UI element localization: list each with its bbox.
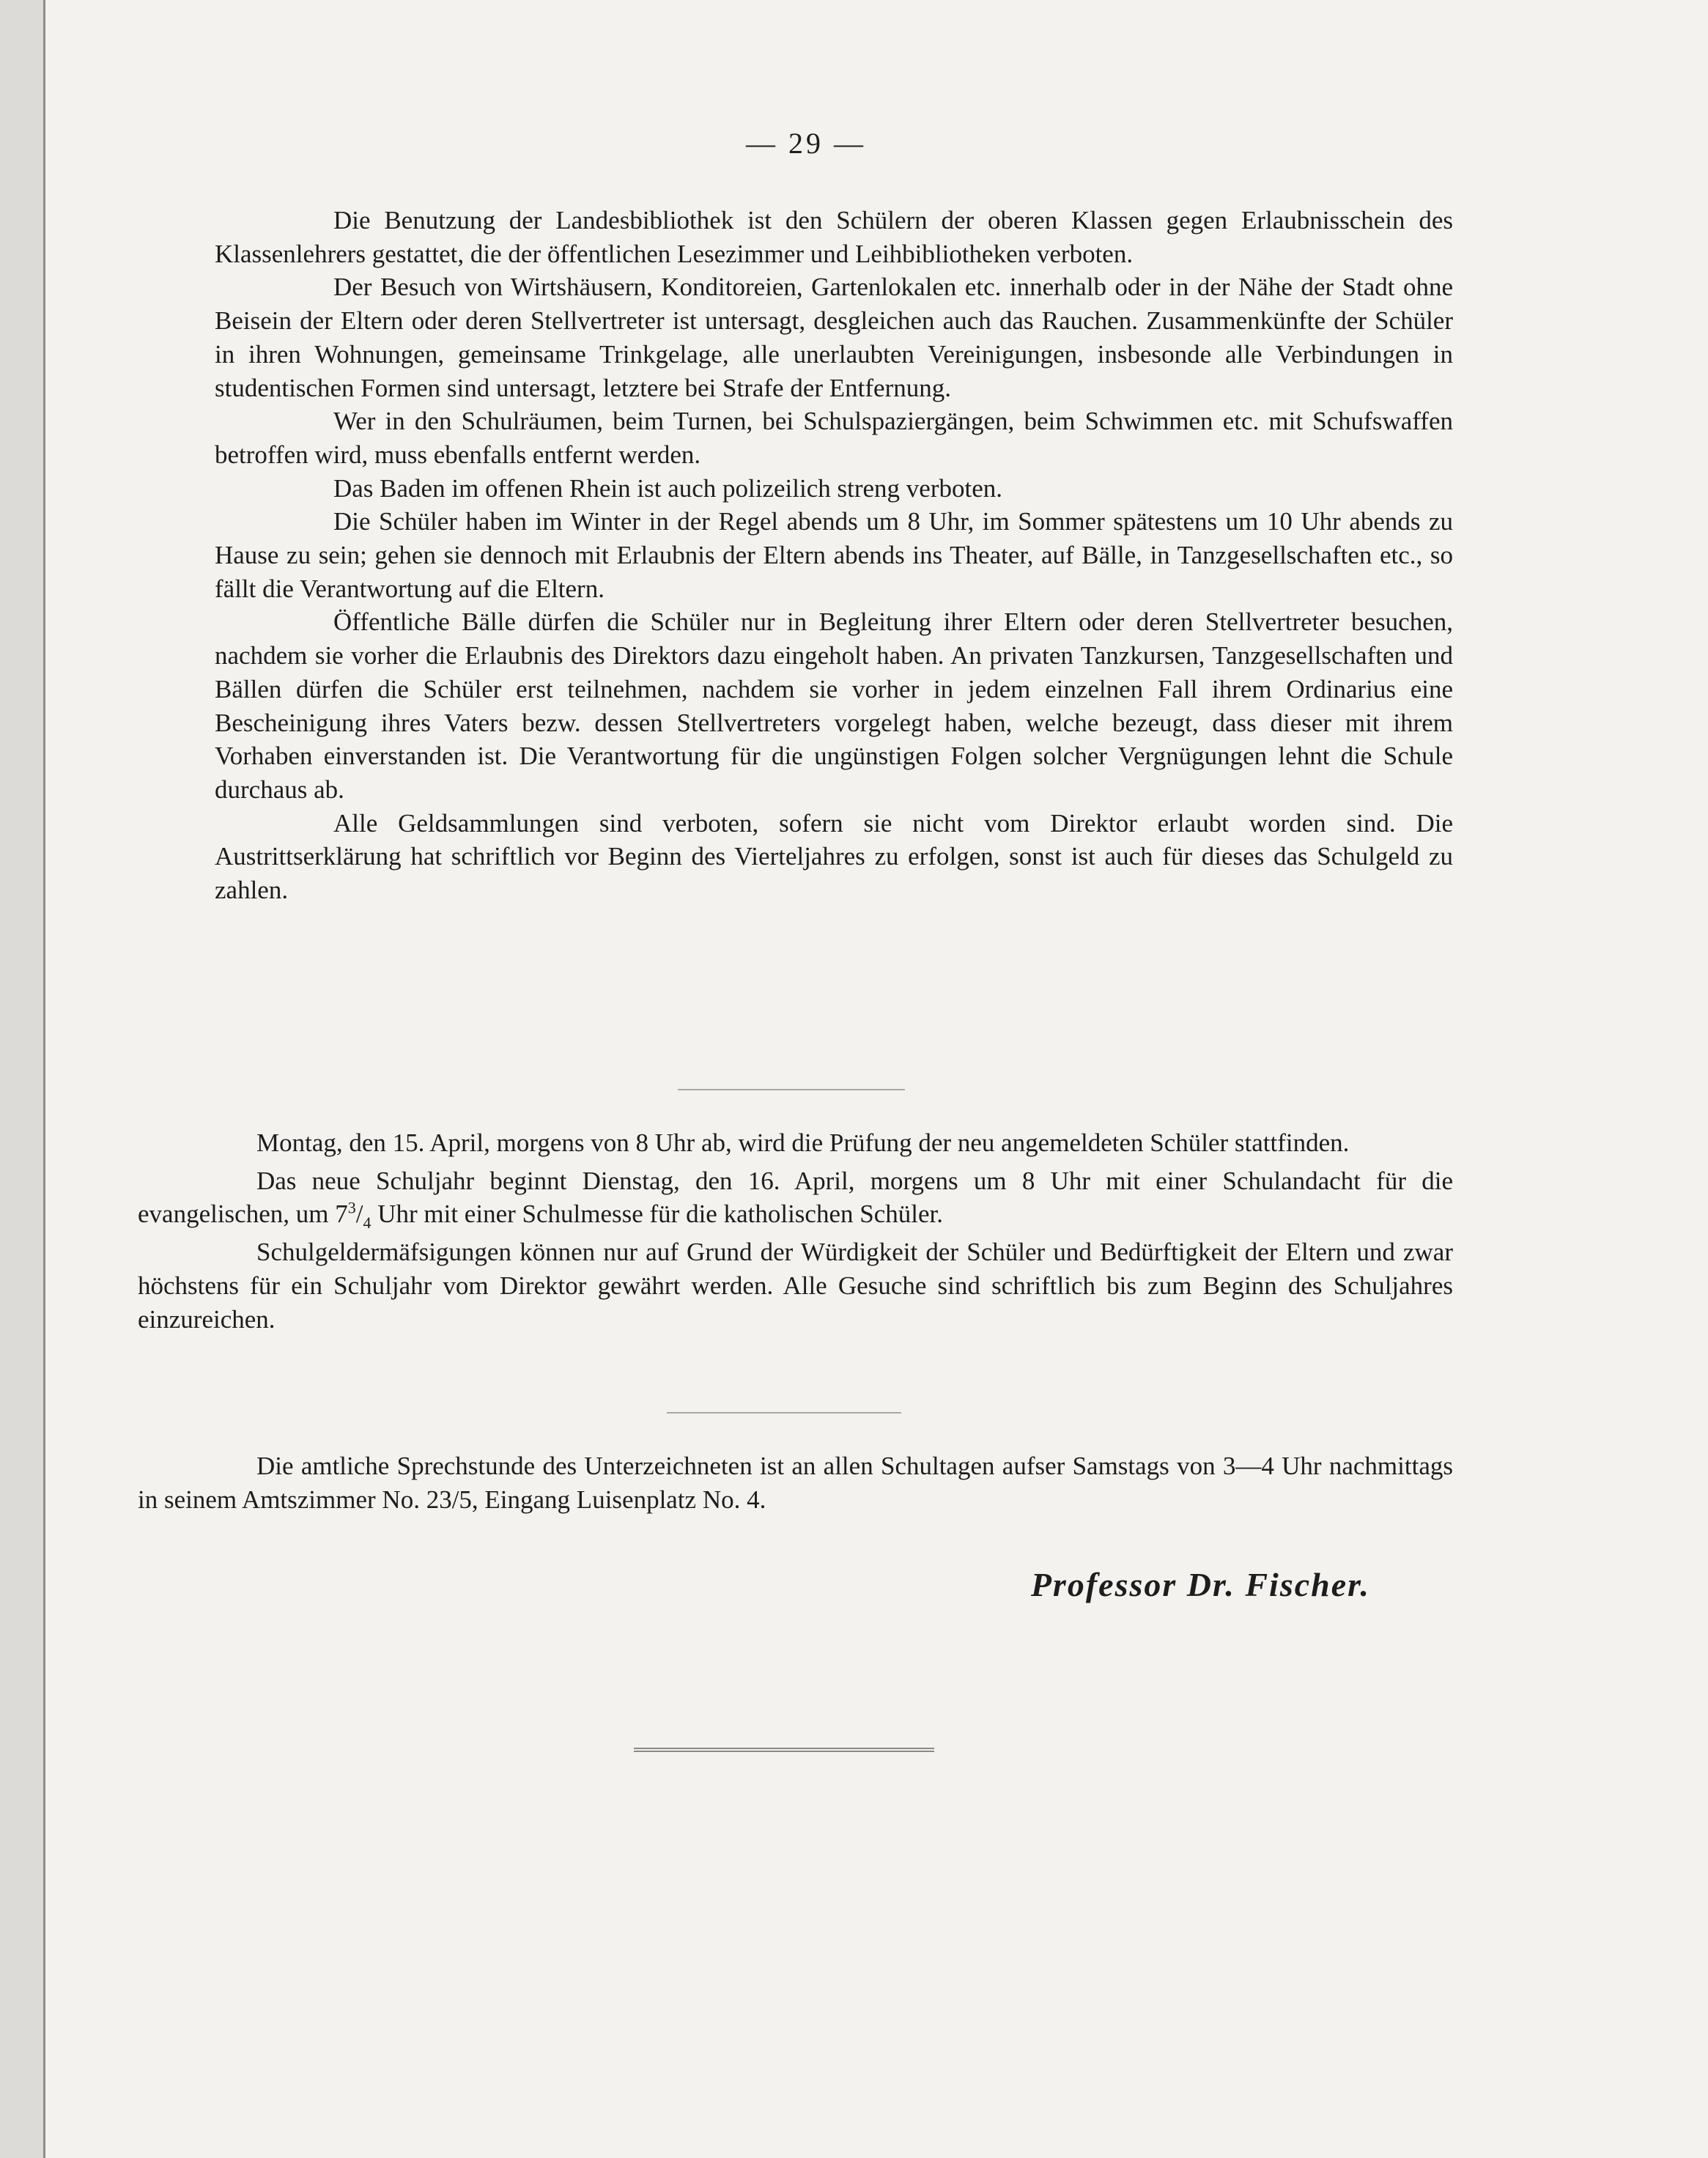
section-divider: [667, 1412, 901, 1414]
page-binding-edge: [0, 0, 45, 2158]
paragraph-bathing: Das Baden im offenen Rhein ist auch polizeilich streng verboten.: [333, 473, 1002, 503]
paragraph-office-hours: Die amtliche Sprechstunde des Unterzeichneten ist an allen Schultagen aufser Samstags von 3—4 Uhr nachmittags in seinem Amtszimmer No. 23/5, Eingang Luisenplatz No. 4.: [138, 1452, 1453, 1514]
page-number: — 29 —: [746, 127, 866, 160]
paragraph-taverns: Der Besuch von Wirtshäusern, Konditoreien, Gartenlokalen etc. innerhalb oder in der Nähe der Stadt ohne Beisein der Eltern oder deren Stellvertreter ist untersagt, desgleichen auch das Rauchen. Zusammenkünfte der Schüler in ihren Wohnungen, gemeinsame Trinkgelage, alle unerlaubten Vereinigungen, insbesonde alle Verbindungen in studentischen Formen sind untersagt, letztere bei Strafe der Entfernung.: [215, 273, 1453, 402]
section-divider: [678, 1089, 905, 1090]
closing-double-rule: [634, 1748, 934, 1752]
signature: Professor Dr. Fischer.: [1030, 1566, 1370, 1603]
office-hours-section: [138, 1449, 1453, 1516]
paragraph-balls: Öffentliche Bälle dürfen die Schüler nur in Begleitung ihrer Eltern oder deren Stellvertreter besuchen, nachdem sie vorher die Erlaubnis des Direktors dazu eingeholt haben. An privaten Tanzkursen, Tanzgesellschaften und Bällen dürfen die Schüler erst teilnehmen, nachdem sie vorher in jedem einzelnen Fall ihrem Ordinarius eine Bescheinigung ihres Vaters bezw. dessen Stellvertreters vorgelegt haben, welche bezeugt, dass dieser mit ihrem Vorhaben einverstanden ist. Die Verantwortung für die ungünstigen Folgen solcher Vergnügungen lehnt die Schule durchaus ab.: [215, 607, 1453, 804]
paragraph-school-year: Das neue Schuljahr beginnt Dienstag, den 16. April, morgens um 8 Uhr mit einer Schulandacht für die evangelischen, um $7^3/_4$ Uhr mit einer Schulmesse für die katholischen Schüler.: [138, 1166, 1453, 1233]
paragraph-exam: Montag, den 15. April, morgens von 8 Uhr ab, wird die Prüfung der neu angemeldeten Schüler stattfinden.: [256, 1128, 1350, 1157]
paragraph-library: Die Benutzung der Landesbibliothek ist den Schülern der oberen Klassen gegen Erlaubnisschein des Klassenlehrers gestattet, die der öffentlichen Lesezimmer und Leihbibliotheken verboten.: [215, 206, 1453, 268]
paragraph-weapons: Wer in den Schulräumen, beim Turnen, bei Schulspaziergängen, beim Schwimmen etc. mit Schufswaffen betroffen wird, muss ebenfalls entfernt werden.: [215, 407, 1453, 469]
schedule-section: [138, 1126, 1453, 1336]
rules-section: [215, 204, 1453, 907]
paragraph-fees: Schulgeldermäfsigungen können nur auf Grund der Würdigkeit der Schüler und Bedürftigkeit der Eltern und zwar höchstens für ein Schuljahr vom Direktor gewährt werden. Alle Gesuche sind schriftlich bis zum Beginn des Schuljahres einzureichen.: [138, 1238, 1453, 1334]
paragraph-collections: Alle Geldsammlungen sind verboten, sofern sie nicht vom Direktor erlaubt worden sind. Die Austrittserklärung hat schriftlich vor Beginn des Vierteljahres zu erfolgen, sonst ist auch für dieses das Schulgeld zu zahlen.: [215, 808, 1453, 905]
paragraph-curfew: Die Schüler haben im Winter in der Regel abends um 8 Uhr, im Sommer spätestens um 10 Uhr abends zu Hause zu sein; gehen sie dennoch mit Erlaubnis der Eltern abends ins Theater, auf Bälle, in Tanzgesellschaften etc., so fällt die Verantwortung auf die Eltern.: [215, 507, 1453, 603]
